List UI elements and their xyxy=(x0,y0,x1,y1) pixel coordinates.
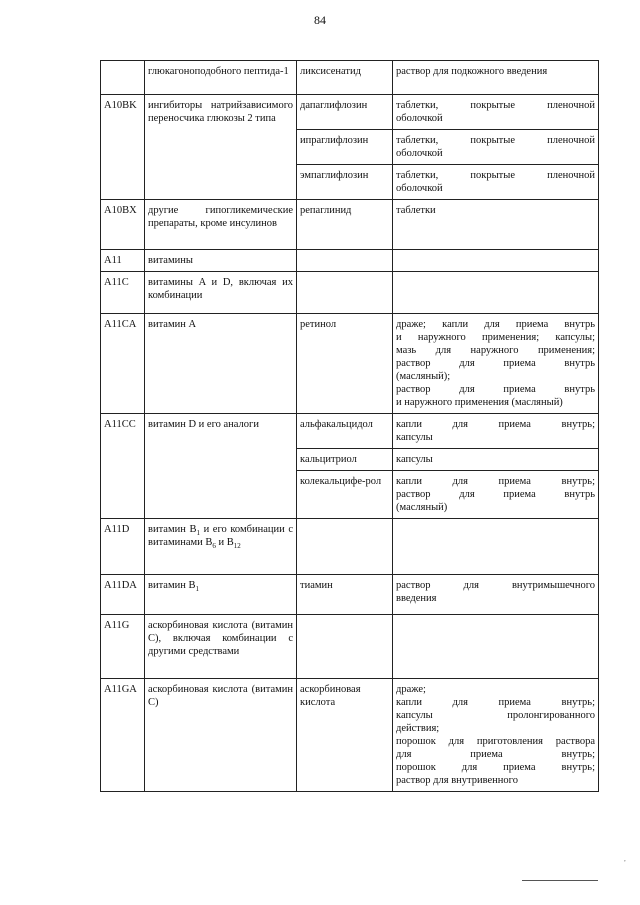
dosage-form-cell xyxy=(393,130,599,165)
drug-name-cell: тиамин xyxy=(297,575,393,615)
dosage-form-cell xyxy=(393,414,599,449)
dosage-form-line: и наружного применения; капсулы; xyxy=(396,332,595,343)
table-row xyxy=(101,575,599,615)
group-name-cell: другие гипогликемические препараты, кроме инсулинов xyxy=(145,200,297,250)
group-name-cell xyxy=(145,519,297,575)
dosage-form-line: капсулы xyxy=(396,432,433,443)
atc-code-cell: A11 xyxy=(101,250,145,272)
dosage-form-cell xyxy=(393,165,599,200)
dosage-form-line: таблетки, покрытые пленочной xyxy=(396,135,595,146)
group-name-cell: глюкагоноподобного пептида-1 xyxy=(145,61,297,95)
dosage-form-cell xyxy=(393,575,599,615)
dosage-form-line: капсулы xyxy=(396,454,433,465)
dosage-form-line: драже; капли для приема внутрь xyxy=(396,319,595,330)
drug-name-cell: ретинол xyxy=(297,314,393,414)
dosage-form-line: мазь для наружного применения; xyxy=(396,345,595,356)
table-row xyxy=(101,314,599,414)
dosage-form-line: оболочкой xyxy=(396,113,443,124)
group-name-cell: аскорбиновая кислота (витамин C) xyxy=(145,679,297,792)
page-number: 84 xyxy=(314,13,326,27)
table-row xyxy=(101,414,599,449)
subscript: 1 xyxy=(195,585,199,594)
table-row xyxy=(101,615,599,679)
dosage-form-line: таблетки, покрытые пленочной xyxy=(396,170,595,181)
dosage-form-line: капли для приема внутрь; xyxy=(396,419,595,430)
group-name-cell: витамин D и его аналоги xyxy=(145,414,297,519)
table-body xyxy=(101,61,599,792)
dosage-form-cell xyxy=(393,250,599,272)
atc-code-cell: A11GA xyxy=(101,679,145,792)
drug-name-cell: эмпаглифлозин xyxy=(297,165,393,200)
group-text: и B xyxy=(215,537,234,548)
group-text: витамин B xyxy=(148,580,196,591)
dosage-form-line: раствор для внутримышечного xyxy=(396,580,595,591)
group-text: и его комбинации с витаминами B xyxy=(148,524,293,548)
dosage-form-line: таблетки xyxy=(396,205,436,216)
drug-name-cell xyxy=(297,519,393,575)
table-row xyxy=(101,272,599,314)
atc-code-cell: A11CC xyxy=(101,414,145,519)
dosage-form-line: капсулы пролонгированного xyxy=(396,710,595,721)
dosage-form-line: раствор для приема внутрь xyxy=(396,489,595,500)
dosage-form-line: (масляный); xyxy=(396,371,451,382)
group-name-cell: витамины A и D, включая их комбинации xyxy=(145,272,297,314)
atc-code-cell: A11C xyxy=(101,272,145,314)
drug-name-cell: колекальцифе-рол xyxy=(297,471,393,519)
subscript: 12 xyxy=(233,542,241,551)
atc-code-cell: A11CA xyxy=(101,314,145,414)
dosage-form-line: (масляный) xyxy=(396,502,448,513)
drug-name-cell xyxy=(297,272,393,314)
dosage-form-line: капли для приема внутрь; xyxy=(396,697,595,708)
dosage-form-line: и наружного применения (масляный) xyxy=(396,397,563,408)
drug-name-cell: дапаглифлозин xyxy=(297,95,393,130)
subscript: 6 xyxy=(212,542,216,551)
dosage-form-line: введения xyxy=(396,593,437,604)
drug-table xyxy=(100,60,599,792)
dosage-form-cell xyxy=(393,519,599,575)
dosage-form-cell xyxy=(393,314,599,414)
table-row xyxy=(101,250,599,272)
dosage-form-cell xyxy=(393,471,599,519)
dosage-form-line: действия; xyxy=(396,723,440,734)
atc-code-cell: A10BK xyxy=(101,95,145,200)
dosage-form-line: раствор для внутривенного xyxy=(396,775,518,786)
drug-name-cell: кальцитриол xyxy=(297,449,393,471)
table-row xyxy=(101,95,599,130)
dosage-form-line: раствор для приема внутрь xyxy=(396,384,595,395)
drug-name-cell: ликсисенатид xyxy=(297,61,393,95)
dosage-form-line: раствор для приема внутрь xyxy=(396,358,595,369)
group-name-cell xyxy=(145,575,297,615)
table-row xyxy=(101,519,599,575)
group-name-cell: ингибиторы натрийзависимого переносчика глюкозы 2 типа xyxy=(145,95,297,200)
drug-name-cell xyxy=(297,250,393,272)
dosage-form-cell xyxy=(393,272,599,314)
table-row xyxy=(101,200,599,250)
dosage-form-line: капли для приема внутрь; xyxy=(396,476,595,487)
dosage-form-cell xyxy=(393,449,599,471)
dosage-form-line: оболочкой xyxy=(396,148,443,159)
atc-code-cell: A11G xyxy=(101,615,145,679)
drug-name-cell: репаглинид xyxy=(297,200,393,250)
group-text: витамин B xyxy=(148,524,197,535)
dosage-form-line: порошок для приема внутрь; xyxy=(396,762,595,773)
atc-code-cell: A10BX xyxy=(101,200,145,250)
dosage-form-cell xyxy=(393,61,599,95)
dosage-form-line: для приема внутрь; xyxy=(396,749,595,760)
atc-code-cell: A11DA xyxy=(101,575,145,615)
table-row xyxy=(101,61,599,95)
dosage-form-cell xyxy=(393,95,599,130)
dosage-form-cell xyxy=(393,615,599,679)
bottom-rule xyxy=(522,880,598,881)
dosage-form-line: таблетки, покрытые пленочной xyxy=(396,100,595,111)
atc-code-cell xyxy=(101,61,145,95)
dosage-form-line: порошок для приготовления раствора xyxy=(396,736,595,747)
dosage-form-cell xyxy=(393,200,599,250)
group-name-cell: витамины xyxy=(145,250,297,272)
group-name-cell: аскорбиновая кислота (витамин C), включая комбинации с другими средствами xyxy=(145,615,297,679)
dosage-form-line: раствор для подкожного введения xyxy=(396,66,548,77)
drug-name-cell: ипраглифлозин xyxy=(297,130,393,165)
dosage-form-line: оболочкой xyxy=(396,183,443,194)
dosage-form-line: драже; xyxy=(396,684,426,695)
table-row xyxy=(101,679,599,792)
dosage-form-cell xyxy=(393,679,599,792)
drug-name-cell: альфакальцидол xyxy=(297,414,393,449)
corner-mark: , xyxy=(624,855,626,863)
atc-code-cell: A11D xyxy=(101,519,145,575)
subscript: 1 xyxy=(196,529,200,538)
drug-name-cell: аскорбиновая кислота xyxy=(297,679,393,792)
group-name-cell: витамин A xyxy=(145,314,297,414)
drug-name-cell xyxy=(297,615,393,679)
